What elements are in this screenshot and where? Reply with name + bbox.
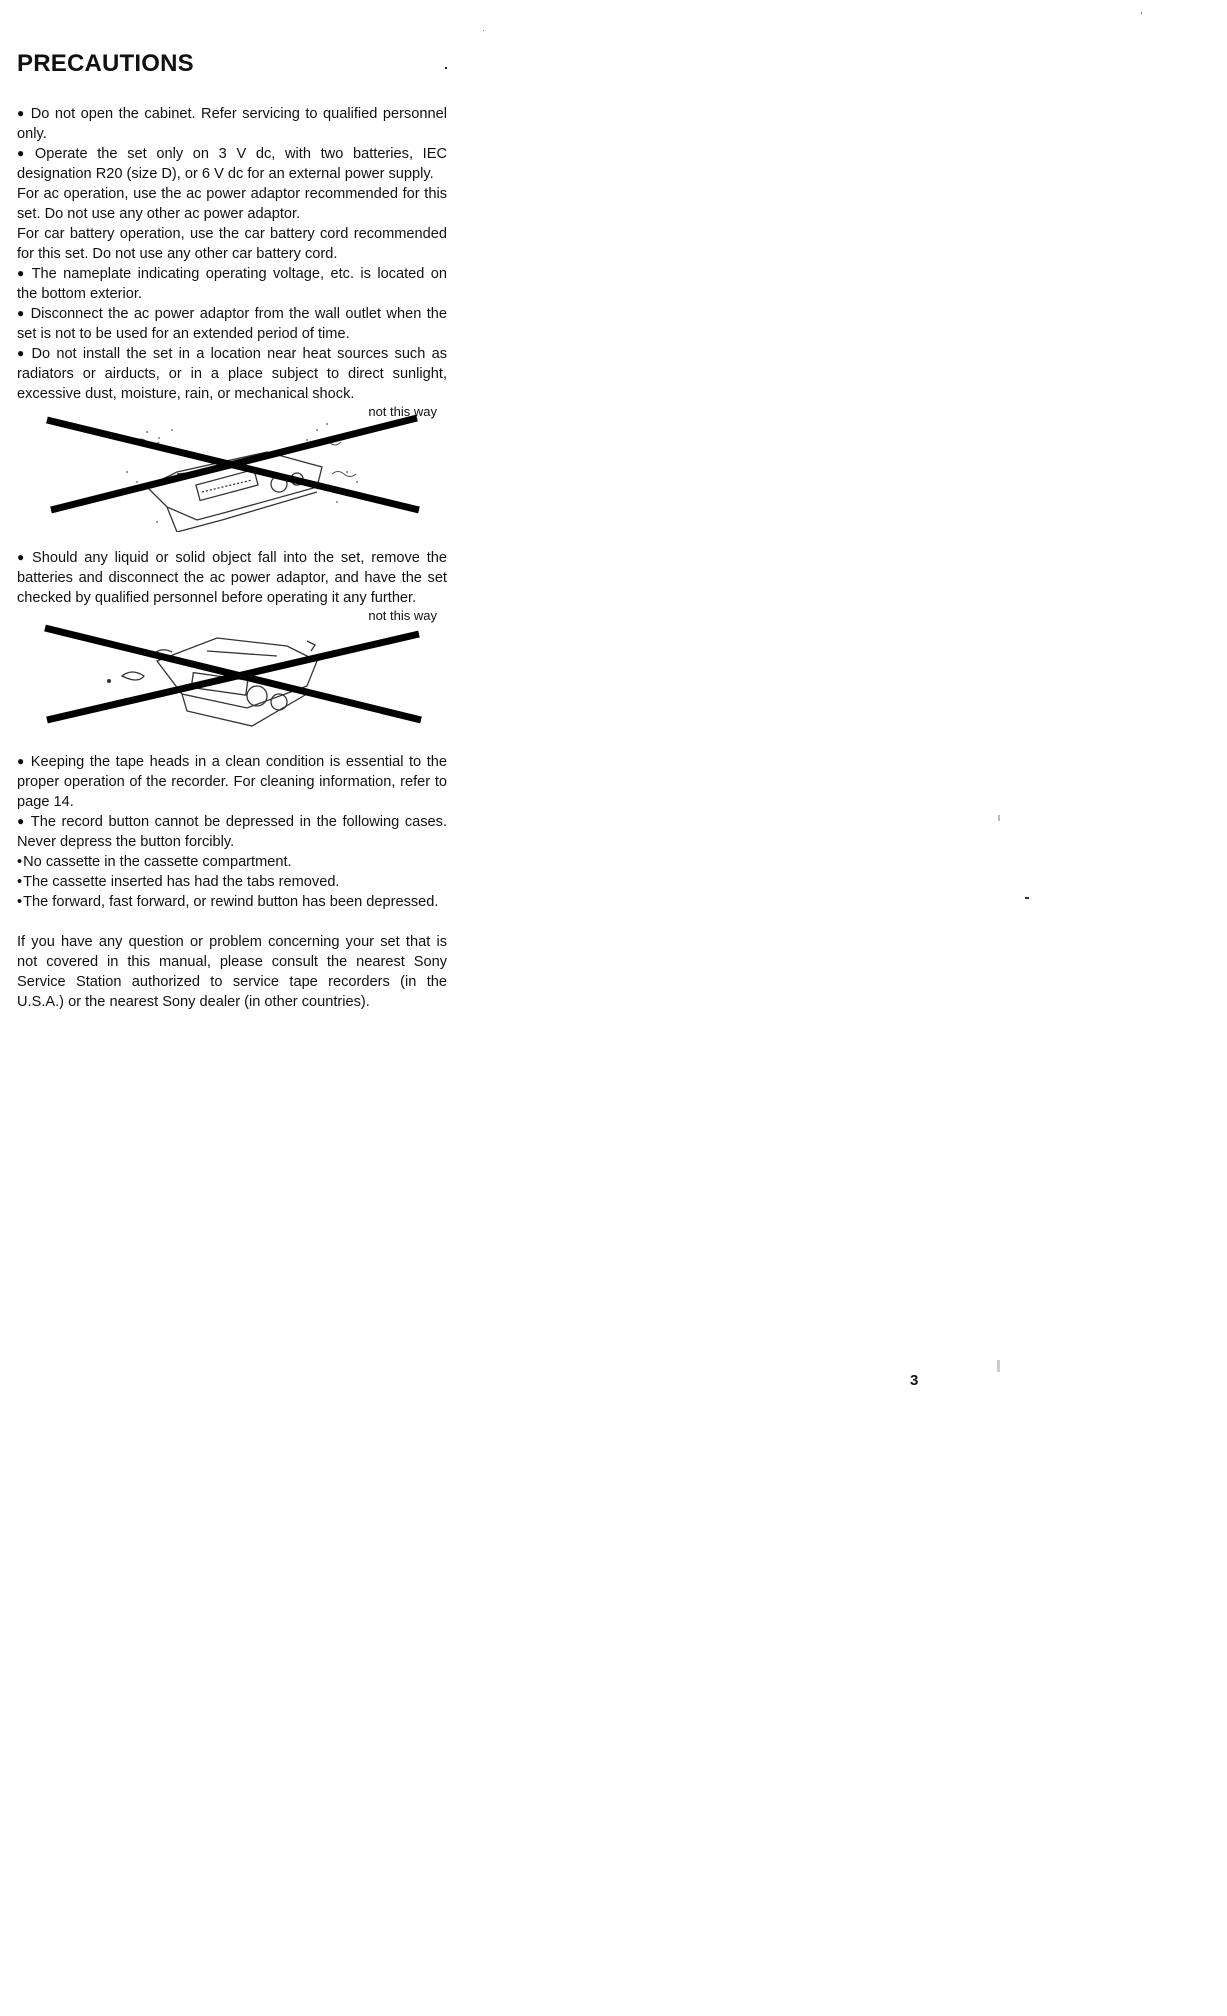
precaution-item: ● Keeping the tape heads in a clean condition is essential to the proper operation of the recorder. For cleaning information, refer to page 14. [17, 752, 447, 812]
precaution-item: For ac operation, use the ac power adaptor recommended for this set. Do not use any other ac power adaptor. [17, 186, 447, 222]
page-number: 3 [910, 1372, 919, 1389]
page-title: PRECAUTIONS [17, 50, 194, 77]
precautions-column [17, 50, 447, 1012]
scan-speck [1025, 897, 1029, 899]
scan-speck [445, 67, 447, 69]
precaution-subitem: • The cassette inserted has had the tabs removed. [17, 872, 447, 892]
precaution-item: ● The record button cannot be depressed in the following cases. Never depress the button forcibly. [17, 812, 447, 852]
scan-speck [998, 815, 1000, 821]
precaution-item: ● Operate the set only on 3 V dc, with two batteries, IEC designation R20 (size D), or 6 V dc for an external power supply. [17, 144, 447, 184]
precaution-item: ● Disconnect the ac power adaptor from the wall outlet when the set is not to be used for an extended period of time. [17, 304, 447, 344]
precautions-block-1 [17, 104, 447, 404]
precaution-item: For car battery operation, use the car battery cord recommended for this set. Do not use any other car battery cord. [17, 226, 447, 262]
scan-speck [483, 30, 484, 31]
figure-caption: not this way [368, 608, 437, 623]
figure-caption: not this way [368, 404, 437, 419]
precaution-item: ● Do not install the set in a location near heat sources such as radiators or airducts, or in a place subject to direct sunlight, excessive dust, moisture, rain, or mechanical shock. [17, 344, 447, 404]
closing-paragraph-block [17, 932, 447, 1012]
precautions-block-2 [17, 548, 447, 608]
crossed-out-recorder-icon [17, 412, 447, 532]
precautions-block-3 [17, 752, 447, 912]
scan-speck [1141, 12, 1142, 14]
figure-liquid-spill [17, 608, 447, 738]
precaution-item: ● Should any liquid or solid object fall into the set, remove the batteries and disconnect the ac power adaptor, and have the set checked by qualified personnel before operating it any further. [17, 548, 447, 608]
scan-speck [997, 1360, 1000, 1372]
precaution-subitem: • The forward, fast forward, or rewind button has been depressed. [17, 892, 447, 912]
precaution-subitem: • No cassette in the cassette compartment. [17, 852, 447, 872]
precaution-item: ● The nameplate indicating operating voltage, etc. is located on the bottom exterior. [17, 264, 447, 304]
crossed-out-recorder-icon [17, 616, 447, 736]
closing-paragraph: If you have any question or problem concerning your set that is not covered in this manual, please consult the nearest Sony Service Station authorized to service tape recorders (in the U.S.A.) or the nearest Sony dealer (in other countries). [17, 934, 447, 1010]
precaution-item: ● Do not open the cabinet. Refer servicing to qualified personnel only. [17, 104, 447, 144]
figure-heat-sources [17, 404, 447, 534]
